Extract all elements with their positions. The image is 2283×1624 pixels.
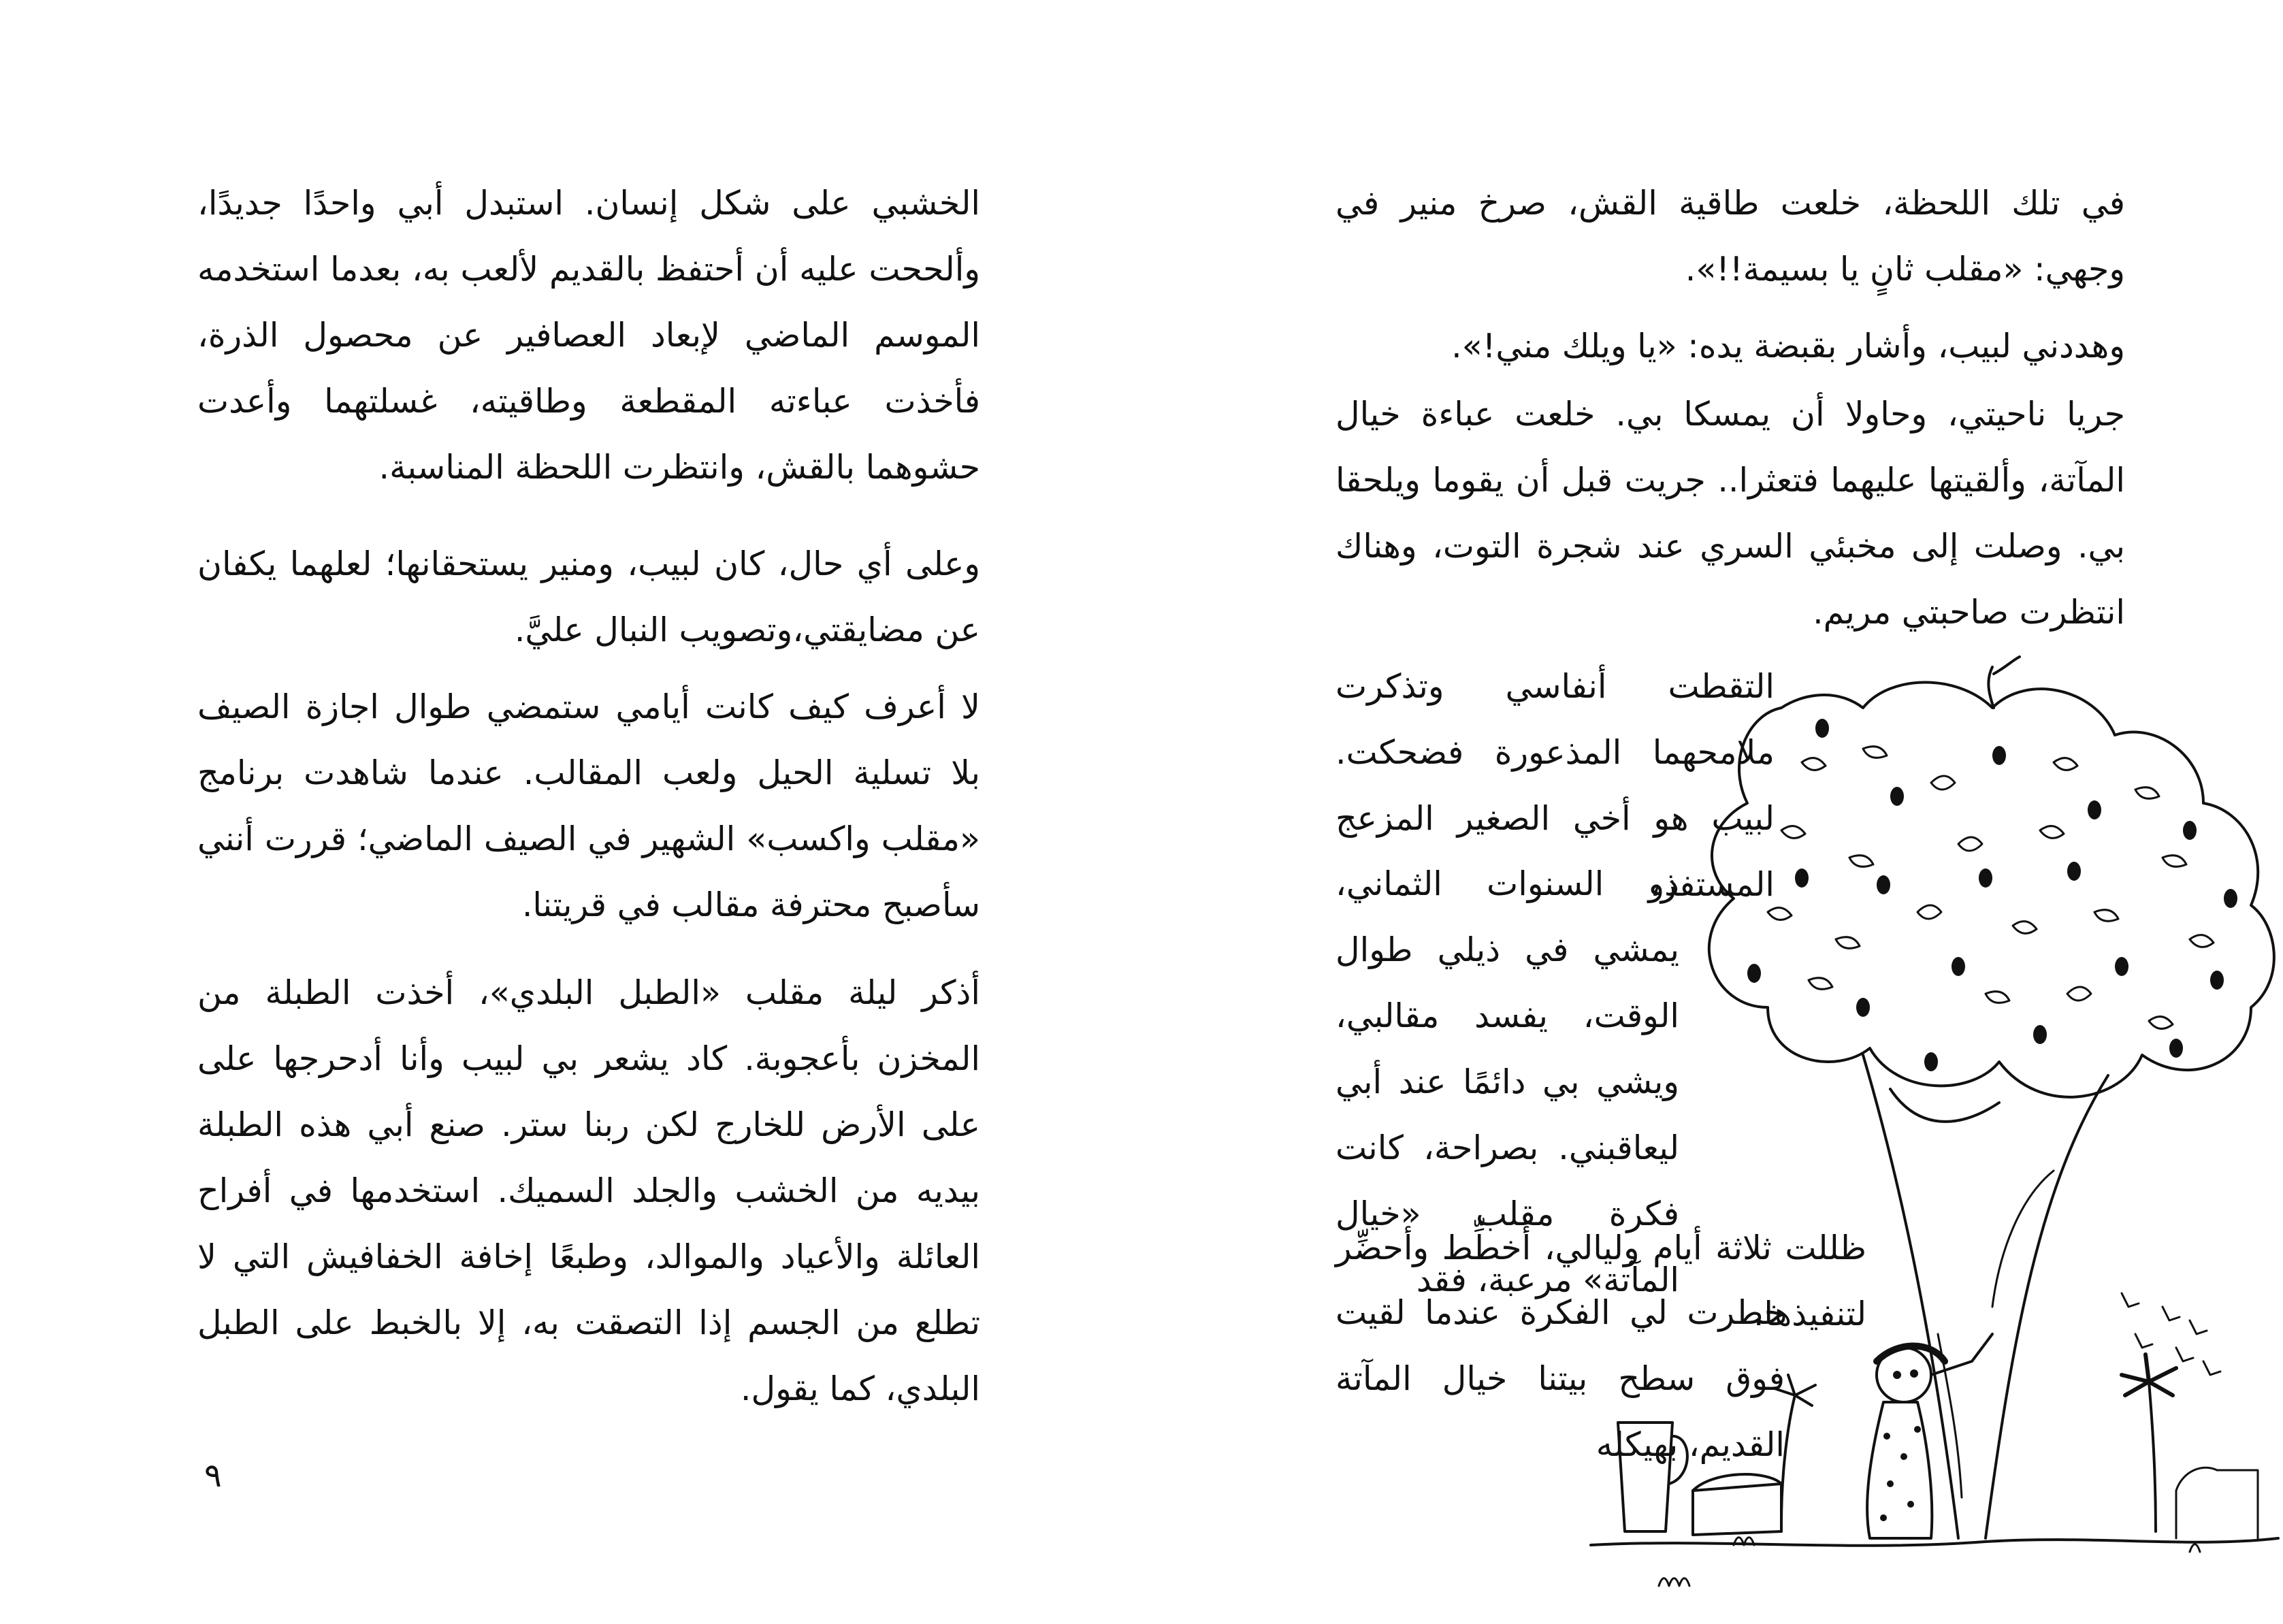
birds: [2122, 1293, 2220, 1375]
left-paragraph-1: الخشبي على شكل إنسان. استبدل أبي واحدًا جديدًا، وألححت عليه أن أحتفظ بالقديم لألعب به، بعدما استخدمه الموسم الماضي لإبعاد العصافير عن محصول الذرة، فأخذت عباءته المقطعة وطاقيته، غسلتهما وأعدت حشوهما بالقش، وانتظرت اللحظة المناسبة.: [197, 184, 980, 487]
right-paragraph-2: وهددني لبيب، وأشار بقبضة يده: «يا ويلك مني!».: [1451, 327, 2125, 366]
right-paragraph-5: ذو السنوات الثماني، يمشي في ذيلي طوال الوقت، يفسد مقالبي، ويشي بي دائمًا عند أبي ليعاقبني. بصراحة، كانت فكرة مقلب «خيال المآتة» مرعبة، فقد: [1335, 864, 1679, 1299]
ground-line: [1591, 1538, 2278, 1546]
tree-canopy: [1709, 683, 2274, 1097]
right-paragraph-3: جريا ناحيتي، وحاولا أن يمسكا بي. خلعت عباءة خيال المآتة، وألقيتها عليهما فتعثرا.. جريت قبل أن يقوما ويلحقا بي. وصلت إلى مخبئي السري عند شجرة التوت، وهناك انتظرت صاحبتي مريم.: [1335, 395, 2125, 632]
tree-leaves: [1768, 747, 2214, 1029]
right-page: [1142, 0, 2283, 1624]
palm-trees: [1775, 1354, 2176, 1531]
tree-trunk: [1863, 1055, 2108, 1538]
page-number: ٩: [204, 1457, 222, 1495]
pitcher-and-box: [1618, 1423, 1781, 1535]
left-paragraph-3: لا أعرف كيف كانت أيامي ستمضي طوال اجازة الصيف بلا تسلية الحيل ولعب المقالب. عندما شاهدت برنامج «مقلب واكسب» الشهير في الصيف الماضي؛ قررت أنني سأصبح محترفة مقالب في قريتنا.: [197, 687, 980, 924]
mulberry-tree-illustration: [1577, 653, 2283, 1620]
house-outline: [2176, 1467, 2258, 1538]
right-paragraph-1: في تلك اللحظة، خلعت طاقية القش، صرخ منير في وجهي: «مقلب ثانٍ يا بسيمة!!».: [1335, 184, 2125, 289]
left-paragraph-4: أذكر ليلة مقلب «الطبل البلدي»، أخذت الطبلة من المخزن بأعجوبة. كاد يشعر بي لبيب وأنا أدحرجها على على الأرض للخارج لكن ربنا ستر. صنع أبي هذه الطبلة بيديه من الخشب والجلد السميك. استخدمها في أفراح العائلة والأعياد والموالد، وطبعًا إخافة الخفافيش التي لا تطلع من الجسم إذا التصقت به، إلا بالخبط على الطبل البلدي، كما يقول.: [197, 973, 980, 1408]
girl-figure: [1867, 1334, 1992, 1538]
right-paragraph-7: خطرت لي الفكرة عندما لقيت فوق سطح بيتنا خيال المآتة القديم، بهيكله: [1335, 1293, 1785, 1464]
right-paragraph-6: ظللت ثلاثة أيام وليالي، أخطِّط وأحضِّر لتنفيذها.: [1335, 1229, 1866, 1333]
left-paragraph-2: وعلى أي حال، كان لبيب، ومنير يستحقانها؛ لعلهما يكفان عن مضايقتي،وتصويب النبال عليَّ.: [197, 545, 980, 649]
right-paragraph-4: التقطت أنفاسي وتذكرت ملامحهما المذعورة فضحكت. لبيب هو أخي الصغير المزعج المستفز،: [1335, 667, 1775, 904]
mulberries: [1747, 719, 2237, 1071]
